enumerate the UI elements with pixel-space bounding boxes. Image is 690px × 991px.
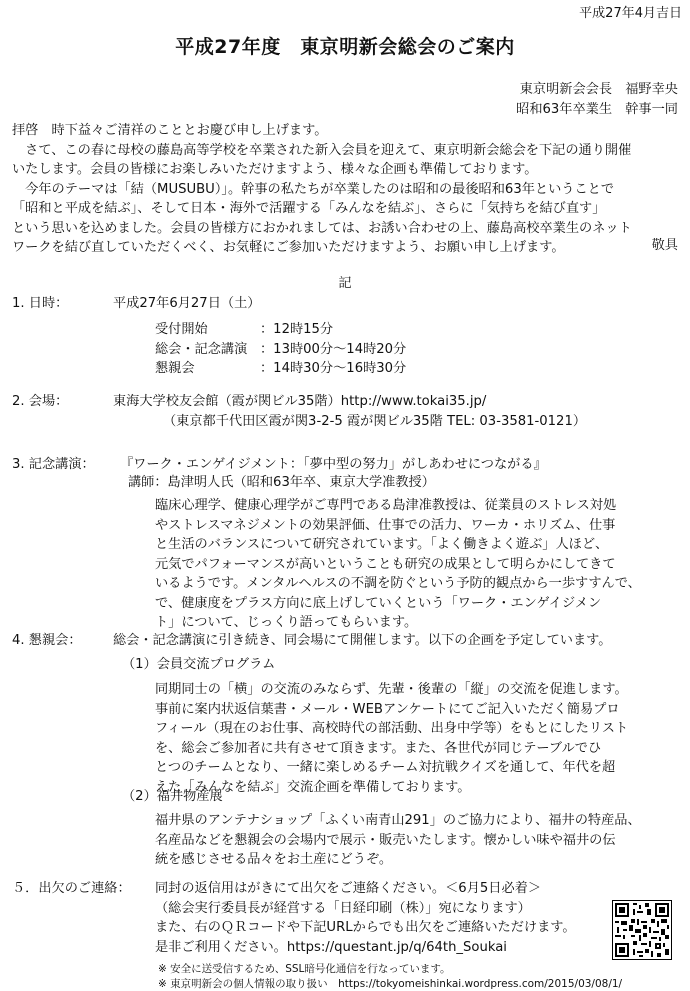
sub1-line: フィール（現在のお仕事、高校時代の部活動、出身中学等）をもとにしたリスト [155, 721, 629, 736]
schedule-row [155, 340, 406, 360]
intro-line: 拝啓 時下益々ご清祥のこととお慶び申し上げます。 [12, 123, 328, 138]
schedule-value: ：13時00分～14時20分 [260, 341, 407, 357]
sub2-line: 統を感じさせる品々をお土産にどうぞ。 [155, 852, 393, 867]
intro-line: ワークを結び直していただくべく、お気軽にご参加いただけますよう、お願い申し上げます。 [12, 240, 565, 255]
schedule-label: 受付開始 [155, 322, 208, 337]
venue-line: 東海大学校友会館（霞が関ビル35階）http://www.tokai35.jp/ [113, 394, 487, 409]
schedule-value: ：12時15分 [260, 322, 334, 337]
sub1-line: を、総会ご参加者に共有させて頂きます。また、各世代が同じテーブルでひ [155, 740, 602, 756]
intro-paragraph [12, 121, 632, 258]
schedule-label: 総会・記念講演 [155, 341, 248, 357]
sub2-line: 名産品などを懇親会の会場内で展示・販売いたします。懐かしい味や福井の伝 [155, 832, 616, 848]
venue-address: （東京都千代田区霞が関3-2-5 霞が関ビル35階 TEL: 03-3581-0121） [163, 414, 587, 429]
sender-block [516, 80, 678, 120]
page-title: 平成27年度 東京明新会総会のご案内 [175, 36, 515, 58]
note-ssl: ※ 安全に送受信するため、SSL暗号化通信を行なっています。 [158, 963, 451, 975]
rsvp-line: （総会実行委員長が経営する「日経印刷（株）」宛になります） [155, 900, 531, 916]
sub1-description [155, 680, 628, 797]
sender-line-2: 昭和63年卒業生 幹事一同 [516, 102, 678, 117]
desc-line: いるようです。メンタルヘルスの不調を防ぐという予防的観点から一歩すすんで、 [155, 576, 641, 591]
desc-line: やストレスマネジメントの効果評価、仕事での活力、ワーカ・ホリズム、仕事 [155, 517, 616, 533]
sub2-line: 福井県のアンテナショップ「ふくい南青山291」のご協力により、福井の特産品、 [155, 813, 641, 828]
section-1-label: 1. 日時： [12, 296, 69, 311]
sub1-line: 事前に案内状返信葉書・メール・WEBアンケートにてご記入いただく簡易プロ [155, 701, 620, 717]
desc-line: ト」について、じっくり語ってもらいます。 [155, 615, 418, 630]
intro-line: 今年のテーマは「結（MUSUBU）」。幹事の私たちが卒業したのは昭和の最後昭和63年ということで [12, 181, 615, 197]
desc-line: で、健康度をプラス方向に底上げしていくという「ワーク・エンゲイジメン [155, 595, 602, 611]
ki-heading: 記 [338, 276, 352, 291]
rsvp-line: また、右のＱＲコードや下記URLからでも出欠をご連絡いただけます。 [155, 920, 576, 935]
rsvp-line: 同封の返信用はがきにて出欠をご連絡ください。＜6月5日必着＞ [155, 881, 542, 896]
schedule-value: ：14時30分～16時30分 [260, 361, 407, 376]
section-3-label: 3. 記念講演： [12, 457, 95, 472]
event-date: 平成27年6月27日（土） [113, 296, 261, 311]
desc-line: 元気でパフォーマンスが高いということも研究の成果として明らかにしてきて [155, 556, 616, 572]
closing-keigu: 敬具 [651, 238, 678, 253]
section-4-label: 4. 懇親会： [12, 633, 82, 648]
intro-line: という思いを込めました。会員の皆様方におかれましては、お誘い合わせの上、藤島高校卒業生のネット [12, 220, 632, 236]
schedule-label: 懇親会 [155, 361, 195, 376]
schedule-row [155, 359, 406, 379]
sub1-line: 同期同士の「横」の交流のみならず、先輩・後輩の「縦」の交流を促進します。 [155, 682, 628, 697]
schedule-row [155, 320, 406, 340]
intro-line: さて、この春に母校の藤島高等学校を卒業された新入会員を迎えて、東京明新会総会を下記の通り開催 [12, 142, 632, 158]
sender-line-1: 東京明新会会長 福野幸央 [519, 82, 678, 97]
sub1-line: とつのチームとなり、一緒に楽しめるチーム対抗戦クイズを通して、年代を超 [155, 760, 616, 775]
note-privacy: ※ 東京明新会の個人情報の取り扱い https://tokyomeishinkai.wordpress.com/2015/03/08/1/ [158, 978, 623, 990]
schedule-table [155, 320, 406, 379]
intro-line: いたします。会員の皆様にお楽しみいただけますよう、様々な企画も準備しております。 [12, 162, 538, 177]
sub1-title: （1）会員交流プログラム [122, 657, 276, 672]
rsvp-text [155, 879, 576, 957]
section-2-label: 2. 会場： [12, 394, 69, 409]
qr-code-icon[interactable] [612, 900, 672, 960]
sub2-title: （2）福井物産展 [122, 789, 223, 804]
section-5-label: ５．出欠のご連絡： [12, 881, 131, 896]
issue-date: 平成27年4月吉日 [579, 6, 682, 21]
sub1-line: えた「みんなを結ぶ」交流企画を準備しております。 [155, 779, 471, 795]
qr-code-graphic [613, 901, 671, 959]
rsvp-line: 是非ご利用ください。https://questant.jp/q/64th_Soukai [155, 939, 507, 955]
lecture-title: 『ワーク・エンゲイジメント：「夢中型の努力」がしあわせにつながる』 [120, 457, 547, 472]
intro-line: 「昭和と平成を結ぶ」、そして日本・海外で活躍する「みんなを結ぶ」、さらに「気持ちを結び直す」 [12, 201, 606, 216]
sub2-description [155, 811, 641, 870]
desc-line: 臨床心理学、健康心理学がご専門である島津准教授は、従業員のストレス対処 [155, 498, 617, 513]
party-intro: 総会・記念講演に引き続き、同会場にて開催します。以下の企画を予定しています。 [113, 633, 612, 648]
lecture-description [155, 496, 641, 633]
lecture-speaker: 講師：島津明人氏（昭和63年卒、東京大学准教授） [128, 475, 435, 490]
desc-line: と生活のバランスについて研究されています。「よく働きよく遊ぶ」人ほど、 [155, 537, 609, 552]
